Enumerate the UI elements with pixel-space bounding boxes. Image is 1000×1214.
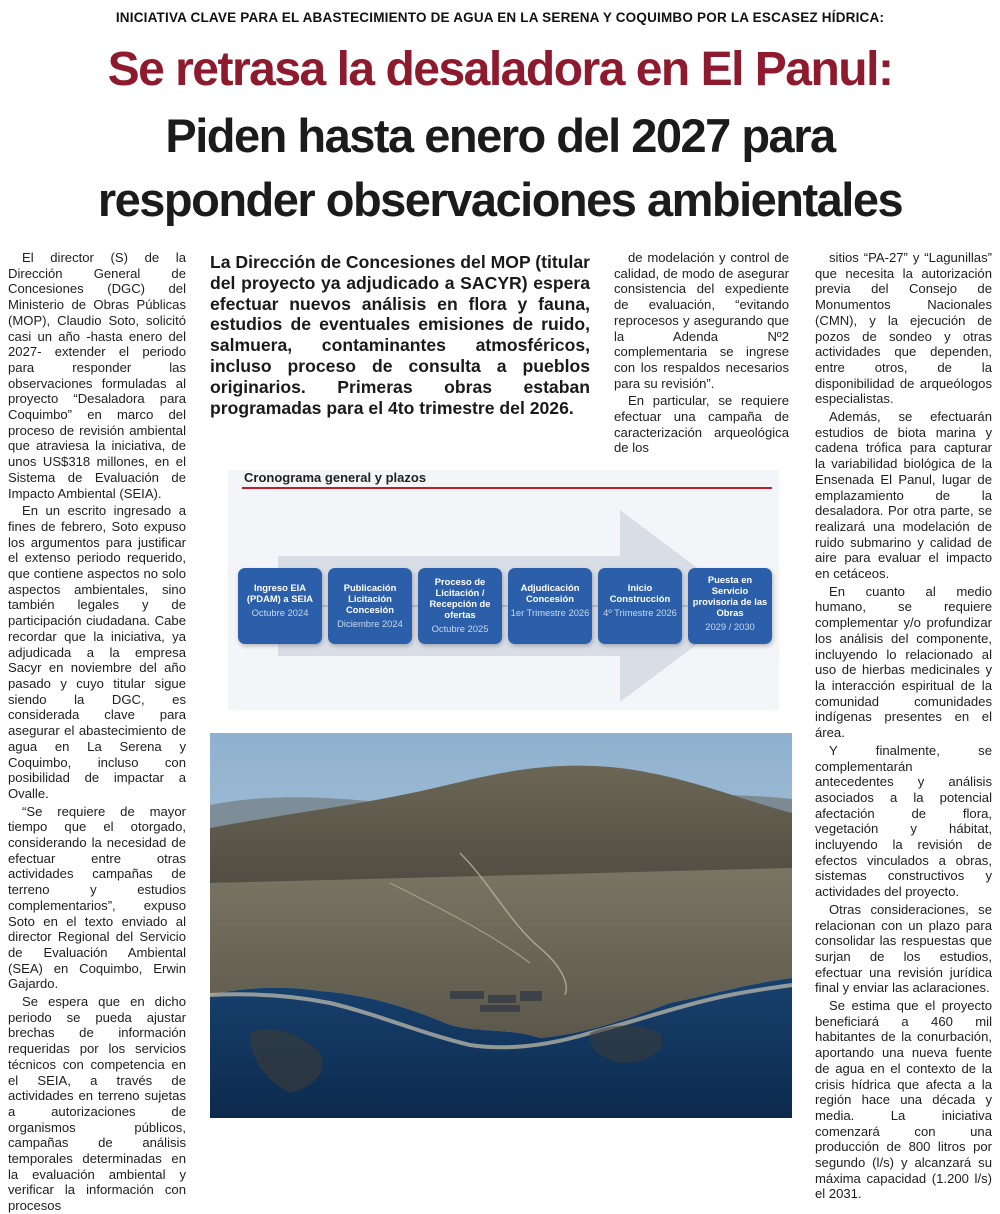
article-column-1 bbox=[8, 250, 186, 1214]
article-column-4 bbox=[815, 250, 992, 1202]
paragraph: “Se requiere de mayor tiempo que el otorgado, considerando la necesidad de efectuar entre otras actividades campañas de terreno y estudios complementarios”, expuso Soto en el texto enviado al director Regional del Servicio de Evaluación Ambiental (SEA) en Coquimbo, Erwin Gajardo. bbox=[8, 803, 186, 992]
lead-paragraph: La Dirección de Concesiones del MOP (titular del proyecto ya adjudicado a SACYR) espera efectuar nuevos análisis en flora y fauna, estudios de eventuales emisiones de ruido, salmuera, contaminantes atmosféricos, incluso proceso de consulta a pueblos originarios. Primeras obras estaban programadas para el 4to trimestre del 2026. bbox=[210, 252, 590, 418]
paragraph: Se estima que el proyecto beneficiará a 460 mil habitantes de la conurbación, aportando una nueva fuente de agua en el contexto de la crisis hídrica que afecta a la región hace una década y media. La iniciativa comenzará con una producción de 800 litros por segundo (l/s) y alcanzará su máxima capacidad (1.200 l/s) el 2031. bbox=[815, 998, 992, 1202]
timeline-graphic bbox=[228, 470, 779, 710]
kicker: INICIATIVA CLAVE PARA EL ABASTECIMIENTO DE AGUA EN LA SERENA Y COQUIMBO POR LA ESCASEZ HÍDRICA: bbox=[115, 10, 885, 25]
stage-date: Diciembre 2024 bbox=[337, 618, 403, 629]
timeline-stage bbox=[598, 568, 682, 644]
aerial-photo-el-panul bbox=[210, 733, 792, 1118]
stage-date: 1er Trimestre 2026 bbox=[510, 607, 590, 618]
stage-date: Octubre 2024 bbox=[251, 607, 309, 618]
headline-line-3: responder observaciones ambientales bbox=[97, 173, 903, 226]
stage-title: Puesta en Servicio provisoria de las Obras bbox=[692, 574, 768, 618]
headline-line-1: Se retrasa la desaladora en El Panul: bbox=[107, 43, 893, 96]
timeline-stage bbox=[688, 568, 772, 644]
timeline-title-rule bbox=[242, 487, 772, 489]
stage-title: Inicio Construcción bbox=[609, 582, 671, 604]
headline-line-2: Piden hasta enero del 2027 para bbox=[165, 109, 835, 162]
paragraph: Además, se efectuarán estudios de biota marina y cadena trófica para capturar la variabilidad biológica de la Ensenada El Panul, lugar de emplazamiento de la desaladora. Por otra parte, se realizará una modelación de ruido submarino y calidad de aire para evaluar el impacto en cetáceos. bbox=[815, 409, 992, 582]
paragraph: sitios “PA-27” y “Lagunillas” que necesita la autorización previa del Consejo de Monumentos Nacionales (CMN), y la ejecución de pozos de sondeo y otras actividades que dependen, entre otros, de la disponibilidad de arqueólogos especialistas. bbox=[815, 250, 992, 407]
stage-title: Ingreso EIA (PDAM) a SEIA bbox=[246, 582, 314, 604]
paragraph: Y finalmente, se complementarán antecedentes y análisis asociados a la potencial afectación de flora, vegetación y hábitat, incluyendo la revisión de efectos vinculados a obras, sistemas constructivos y actividades del proyecto. bbox=[815, 742, 992, 900]
timeline-stage bbox=[508, 568, 592, 644]
paragraph: En cuanto al medio humano, se requiere complementar y/o profundizar los análisis del componente, incluyendo lo relacionado al uso de hierbas medicinales y la interacción espiritual de la comunidad comunidades indígenas presentes en el área. bbox=[815, 583, 992, 741]
paragraph: En un escrito ingresado a fines de febrero, Soto expuso los argumentos para justificar el extenso periodo requerido, que contiene aspectos no solo aspectos ambientales, sino también legales y de participación ciudadana. Cabe recordar que la iniciativa, ya adjudicada a la empresa Sacyr en noviembre del año pasado y cuyo titular sigue siendo la DGC, es considerada clave para asegurar el abastecimiento de agua en La Serena y Coquimbo, incluso con posibilidad de impactar a Ovalle. bbox=[8, 503, 186, 801]
article-column-3 bbox=[614, 250, 789, 456]
stage-title: Adjudicación Concesión bbox=[520, 582, 580, 604]
timeline-stage bbox=[238, 568, 322, 644]
stage-title: Proceso de Licitación / Recepción de ofertas bbox=[429, 576, 491, 620]
stage-date: 2029 / 2030 bbox=[705, 621, 755, 632]
paragraph: de modelación y control de calidad, de modo de asegurar consistencia del expediente de evaluación, “evitando reprocesos y asegurando que la Adenda Nº2 complementaria se ingrese con los respaldos necesarios para su revisión”. bbox=[614, 250, 789, 391]
paragraph: Otras consideraciones, se relacionan con un plazo para consolidar las respuestas que surjan de los estudios, efectuar una revisión jurídica final y enviar las aclaraciones. bbox=[815, 901, 992, 996]
timeline-title: Cronograma general y plazos bbox=[244, 470, 427, 485]
paragraph: En particular, se requiere efectuar una campaña de caracterización arqueológica de los bbox=[614, 393, 789, 456]
stage-date: 4º Trimestre 2026 bbox=[603, 607, 677, 618]
stage-date: Octubre 2025 bbox=[431, 623, 489, 634]
timeline-stage bbox=[418, 568, 502, 644]
paragraph: Se espera que en dicho periodo se pueda ajustar brechas de información requeridas por los servicios técnicos con competencia en el SEIA, a través de actividades en terreno sujetas a autorizaciones de organismos públicos, campañas de análisis temporales determinadas en la evaluación ambiental y verificar la información con procesos bbox=[8, 994, 186, 1214]
paragraph: El director (S) de la Dirección General de Concesiones (DGC) del Ministerio de Obras Públicas (MOP), Claudio Soto, solicitó casi un año -hasta enero del 2027- extender el periodo para responder las observaciones formuladas al proyecto “Desaladora para Coquimbo” en marco del proceso de revisión ambiental que atraviesa la iniciativa, de unos US$318 millones, en el Sistema de Evaluación de Impacto Ambiental (SEIA). bbox=[8, 250, 186, 501]
stage-title: Publicación Licitación Concesión bbox=[343, 582, 397, 615]
timeline-stage bbox=[328, 568, 412, 644]
